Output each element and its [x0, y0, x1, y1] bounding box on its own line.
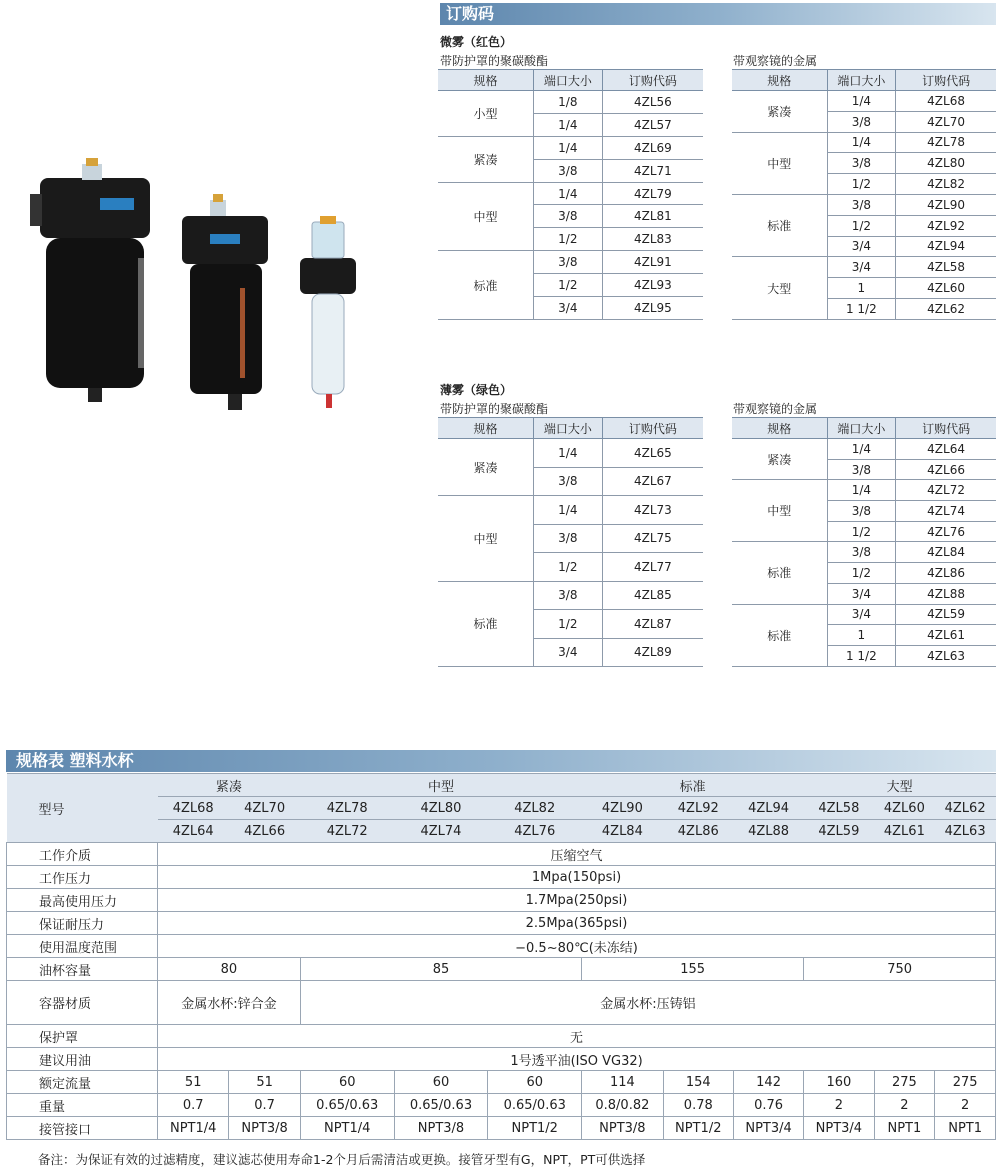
- port-size-cell: 1/2: [533, 553, 602, 582]
- row-guard: [7, 1025, 996, 1048]
- spec-cell: 142: [733, 1071, 803, 1094]
- spec-cell: NPT1/2: [663, 1117, 733, 1140]
- size-cell: 紧凑: [732, 439, 827, 480]
- port-size-cell: 3/8: [533, 467, 602, 496]
- spec-cell: 0.76: [733, 1094, 803, 1117]
- mist-left-subtitle: 带防护罩的聚碳酸酯: [440, 54, 549, 68]
- spec-cell: 51: [158, 1071, 229, 1094]
- size-cell: 小型: [438, 91, 533, 137]
- port-size-cell: 1 1/2: [827, 645, 896, 666]
- port-size-cell: 1/2: [827, 563, 896, 584]
- spec-cell: 0.7: [158, 1094, 229, 1117]
- port-size-cell: 1/4: [827, 480, 896, 501]
- order-code-cell: 4ZL86: [896, 563, 996, 584]
- spec-cell: 154: [663, 1071, 733, 1094]
- column-header: 规格: [732, 418, 827, 439]
- port-size-cell: 3/8: [827, 153, 896, 174]
- spec-cell: 1Mpa(150psi): [158, 866, 996, 889]
- order-code-cell: 4ZL93: [602, 274, 703, 297]
- model-code: 4ZL88: [733, 820, 803, 843]
- footnote: 备注：为保证有效的过滤精度，建议滤芯使用寿命1-2个月后需清洁或更换。接管牙型有G，NPT，PT可供选择: [38, 1152, 646, 1167]
- spec-cell: 275: [935, 1071, 996, 1094]
- spec-cell: 2: [874, 1094, 935, 1117]
- mist-right-subtitle: 带观察镜的金属: [733, 54, 818, 68]
- model-code: 4ZL74: [394, 820, 488, 843]
- spec-cell: 金属水杯:锌合金: [158, 981, 301, 1025]
- spec-label: 额定流量: [7, 1071, 158, 1094]
- spec-cell: 无: [158, 1025, 996, 1048]
- column-header: 规格: [732, 70, 827, 91]
- order-code-cell: 4ZL77: [602, 553, 703, 582]
- size-cell: 紧凑: [732, 91, 827, 133]
- order-code-cell: 4ZL80: [896, 153, 996, 174]
- mist-polycarbonate-table: [438, 69, 703, 320]
- model-code: 4ZL76: [488, 820, 582, 843]
- column-header: 端口大小: [533, 418, 602, 439]
- table-row: [438, 581, 703, 610]
- spec-label: 容器材质: [7, 981, 158, 1025]
- size-cell: 标准: [732, 542, 827, 604]
- size-group-header: 大型: [804, 774, 996, 797]
- row-proof-pressure: [7, 912, 996, 935]
- spec-cell: 275: [874, 1071, 935, 1094]
- port-size-cell: 1: [827, 278, 896, 299]
- column-header: 端口大小: [827, 70, 896, 91]
- spec-cell: 155: [582, 958, 804, 981]
- size-group-header: 紧凑: [158, 774, 301, 797]
- order-code-cell: 4ZL66: [896, 459, 996, 480]
- spec-label: 油杯容量: [7, 958, 158, 981]
- spec-cell: 1.7Mpa(250psi): [158, 889, 996, 912]
- large-lubricator-image: [30, 158, 150, 402]
- order-code-cell: 4ZL94: [896, 236, 996, 257]
- row-weight: [7, 1094, 996, 1117]
- light-right-subtitle: 带观察镜的金属: [733, 402, 818, 416]
- model-code: 4ZL64: [158, 820, 229, 843]
- spec-cell: 0.65/0.63: [488, 1094, 582, 1117]
- order-code-cell: 4ZL68: [896, 91, 996, 112]
- spec-cell: 750: [804, 958, 996, 981]
- model-code: 4ZL62: [935, 797, 996, 820]
- table-row: [732, 604, 996, 625]
- size-cell: 中型: [438, 496, 533, 582]
- order-code-cell: 4ZL83: [602, 228, 703, 251]
- table-row: [732, 257, 996, 278]
- mist-title: 微雾（红色）: [440, 35, 513, 49]
- size-cell: 中型: [732, 132, 827, 194]
- port-size-cell: 1/4: [533, 113, 602, 136]
- medium-lubricator-image: [182, 194, 268, 410]
- size-cell: 标准: [438, 581, 533, 667]
- size-cell: 大型: [732, 257, 827, 319]
- model-code: 4ZL78: [300, 797, 394, 820]
- spec-cell: 0.65/0.63: [300, 1094, 394, 1117]
- table-row: [438, 182, 703, 205]
- table-row: [732, 91, 996, 112]
- port-size-cell: 3/8: [533, 524, 602, 553]
- model-code: 4ZL92: [663, 797, 733, 820]
- table-row: [732, 132, 996, 153]
- order-code-cell: 4ZL87: [602, 610, 703, 639]
- port-size-cell: 1/4: [533, 496, 602, 525]
- product-photo: [30, 158, 380, 428]
- model-code: 4ZL68: [158, 797, 229, 820]
- row-max-pressure: [7, 889, 996, 912]
- order-code-cell: 4ZL60: [896, 278, 996, 299]
- size-cell: 标准: [732, 194, 827, 256]
- model-code: 4ZL61: [874, 820, 935, 843]
- spec-cell: 0.8/0.82: [582, 1094, 664, 1117]
- order-code-cell: 4ZL71: [602, 159, 703, 182]
- model-code: 4ZL82: [488, 797, 582, 820]
- table-row: [438, 251, 703, 274]
- spec-cell: 80: [158, 958, 301, 981]
- order-code-cell: 4ZL88: [896, 583, 996, 604]
- port-size-cell: 1/4: [533, 182, 602, 205]
- spec-cell: 114: [582, 1071, 664, 1094]
- order-code-cell: 4ZL65: [602, 439, 703, 468]
- spec-section-header: 规格表 塑料水杯: [6, 750, 996, 772]
- order-code-cell: 4ZL82: [896, 174, 996, 195]
- order-code-cell: 4ZL74: [896, 501, 996, 522]
- spec-cell: 51: [229, 1071, 300, 1094]
- model-label: 型号: [7, 774, 158, 843]
- order-code-cell: 4ZL56: [602, 91, 703, 114]
- port-size-cell: 3/8: [533, 159, 602, 182]
- light-metal-table: [732, 417, 996, 667]
- spec-label: 重量: [7, 1094, 158, 1117]
- port-size-cell: 1/2: [533, 610, 602, 639]
- size-cell: 中型: [438, 182, 533, 251]
- spec-cell: NPT1/4: [300, 1117, 394, 1140]
- spec-cell: NPT1: [935, 1117, 996, 1140]
- port-size-cell: 3/8: [827, 542, 896, 563]
- table-row: [438, 496, 703, 525]
- spec-cell: NPT1: [874, 1117, 935, 1140]
- spec-cell: NPT3/8: [229, 1117, 300, 1140]
- spec-cell: 0.65/0.63: [394, 1094, 488, 1117]
- column-header: 端口大小: [827, 418, 896, 439]
- order-code-cell: 4ZL85: [602, 581, 703, 610]
- column-header: 规格: [438, 70, 533, 91]
- small-lubricator-image: [300, 216, 356, 408]
- size-cell: 中型: [732, 480, 827, 542]
- spec-label: 建议用油: [7, 1048, 158, 1071]
- column-header: 规格: [438, 418, 533, 439]
- spec-label: 工作介质: [7, 843, 158, 866]
- model-code: 4ZL80: [394, 797, 488, 820]
- port-size-cell: 1/4: [827, 439, 896, 460]
- order-code-cell: 4ZL64: [896, 439, 996, 460]
- order-code-cell: 4ZL89: [602, 638, 703, 667]
- spec-cell: NPT3/4: [733, 1117, 803, 1140]
- spec-label: 最高使用压力: [7, 889, 158, 912]
- model-code: 4ZL58: [804, 797, 874, 820]
- order-code-cell: 4ZL76: [896, 521, 996, 542]
- order-code-cell: 4ZL69: [602, 136, 703, 159]
- spec-cell: 1号透平油(ISO VG32): [158, 1048, 996, 1071]
- table-row: [438, 439, 703, 468]
- port-size-cell: 3/4: [827, 257, 896, 278]
- order-code-cell: 4ZL58: [896, 257, 996, 278]
- spec-label: 保护罩: [7, 1025, 158, 1048]
- port-size-cell: 3/4: [827, 604, 896, 625]
- row-flow: [7, 1071, 996, 1094]
- port-size-cell: 1/2: [827, 521, 896, 542]
- spec-cell: 2: [935, 1094, 996, 1117]
- order-code-cell: 4ZL63: [896, 645, 996, 666]
- port-size-cell: 1/2: [827, 174, 896, 195]
- size-cell: 标准: [438, 251, 533, 320]
- order-code-cell: 4ZL61: [896, 625, 996, 646]
- spec-cell: NPT1/2: [488, 1117, 582, 1140]
- row-port: [7, 1117, 996, 1140]
- column-header: 订购代码: [896, 418, 996, 439]
- port-size-cell: 3/8: [533, 581, 602, 610]
- order-code-cell: 4ZL91: [602, 251, 703, 274]
- port-size-cell: 3/8: [827, 111, 896, 132]
- order-section-header: 订购码: [440, 3, 996, 25]
- order-code-cell: 4ZL59: [896, 604, 996, 625]
- model-code: 4ZL60: [874, 797, 935, 820]
- port-size-cell: 1/2: [533, 274, 602, 297]
- column-header: 端口大小: [533, 70, 602, 91]
- order-code-cell: 4ZL57: [602, 113, 703, 136]
- spec-cell: 60: [300, 1071, 394, 1094]
- port-size-cell: 1/4: [827, 91, 896, 112]
- spec-cell: 0.78: [663, 1094, 733, 1117]
- spec-cell: NPT3/8: [394, 1117, 488, 1140]
- port-size-cell: 3/8: [533, 205, 602, 228]
- spec-table: [6, 773, 996, 1140]
- spec-cell: 压缩空气: [158, 843, 996, 866]
- model-code: 4ZL59: [804, 820, 874, 843]
- spec-cell: 2.5Mpa(365psi): [158, 912, 996, 935]
- order-code-cell: 4ZL62: [896, 298, 996, 319]
- order-code-cell: 4ZL70: [896, 111, 996, 132]
- size-group-header: 中型: [300, 774, 581, 797]
- port-size-cell: 3/8: [827, 501, 896, 522]
- spec-cell: 0.7: [229, 1094, 300, 1117]
- light-left-subtitle: 带防护罩的聚碳酸酯: [440, 402, 549, 416]
- size-cell: 标准: [732, 604, 827, 666]
- port-size-cell: 3/4: [533, 638, 602, 667]
- port-size-cell: 3/8: [533, 251, 602, 274]
- table-row: [732, 194, 996, 215]
- model-code: 4ZL72: [300, 820, 394, 843]
- table-row: [438, 136, 703, 159]
- order-code-cell: 4ZL72: [896, 480, 996, 501]
- order-code-cell: 4ZL92: [896, 215, 996, 236]
- port-size-cell: 3/4: [827, 236, 896, 257]
- column-header: 订购代码: [602, 70, 703, 91]
- port-size-cell: 3/4: [533, 297, 602, 320]
- port-size-cell: 3/8: [827, 459, 896, 480]
- spec-cell: NPT1/4: [158, 1117, 229, 1140]
- table-row: [732, 542, 996, 563]
- port-size-cell: 1/4: [533, 439, 602, 468]
- spec-label: 工作压力: [7, 866, 158, 889]
- column-header: 订购代码: [602, 418, 703, 439]
- order-code-cell: 4ZL73: [602, 496, 703, 525]
- port-size-cell: 1/8: [533, 91, 602, 114]
- model-code: 4ZL86: [663, 820, 733, 843]
- spec-label: 接管接口: [7, 1117, 158, 1140]
- port-size-cell: 1/2: [533, 228, 602, 251]
- mist-metal-table: [732, 69, 996, 320]
- spec-cell: 160: [804, 1071, 874, 1094]
- model-code: 4ZL90: [582, 797, 664, 820]
- spec-cell: 60: [394, 1071, 488, 1094]
- model-code: 4ZL66: [229, 820, 300, 843]
- order-code-cell: 4ZL81: [602, 205, 703, 228]
- row-pressure: [7, 866, 996, 889]
- order-code-cell: 4ZL95: [602, 297, 703, 320]
- model-code: 4ZL84: [582, 820, 664, 843]
- column-header: 订购代码: [896, 70, 996, 91]
- port-size-cell: 1/4: [533, 136, 602, 159]
- spec-label: 保证耐压力: [7, 912, 158, 935]
- spec-label: 使用温度范围: [7, 935, 158, 958]
- spec-cell: 85: [300, 958, 581, 981]
- order-code-cell: 4ZL67: [602, 467, 703, 496]
- order-code-cell: 4ZL90: [896, 194, 996, 215]
- model-code: 4ZL63: [935, 820, 996, 843]
- row-temperature: [7, 935, 996, 958]
- table-row: [732, 480, 996, 501]
- table-row: [438, 91, 703, 114]
- model-code: 4ZL94: [733, 797, 803, 820]
- spec-cell: 2: [804, 1094, 874, 1117]
- port-size-cell: 1: [827, 625, 896, 646]
- spec-cell: −0.5~80℃(未冻结): [158, 935, 996, 958]
- spec-cell: 金属水杯:压铸铝: [300, 981, 995, 1025]
- port-size-cell: 3/8: [827, 194, 896, 215]
- table-row: [732, 439, 996, 460]
- port-size-cell: 1/4: [827, 132, 896, 153]
- model-code: 4ZL70: [229, 797, 300, 820]
- order-code-cell: 4ZL78: [896, 132, 996, 153]
- spec-cell: NPT3/4: [804, 1117, 874, 1140]
- port-size-cell: 1/2: [827, 215, 896, 236]
- size-group-header: 标准: [582, 774, 804, 797]
- row-medium: [7, 843, 996, 866]
- size-cell: 紧凑: [438, 439, 533, 496]
- port-size-cell: 3/4: [827, 583, 896, 604]
- row-oil: [7, 1048, 996, 1071]
- order-code-cell: 4ZL84: [896, 542, 996, 563]
- spec-cell: 60: [488, 1071, 582, 1094]
- order-code-cell: 4ZL79: [602, 182, 703, 205]
- order-code-cell: 4ZL75: [602, 524, 703, 553]
- size-cell: 紧凑: [438, 136, 533, 182]
- light-polycarbonate-table: [438, 417, 703, 667]
- port-size-cell: 1 1/2: [827, 298, 896, 319]
- light-mist-title: 薄雾（绿色）: [440, 383, 513, 397]
- spec-cell: NPT3/8: [582, 1117, 664, 1140]
